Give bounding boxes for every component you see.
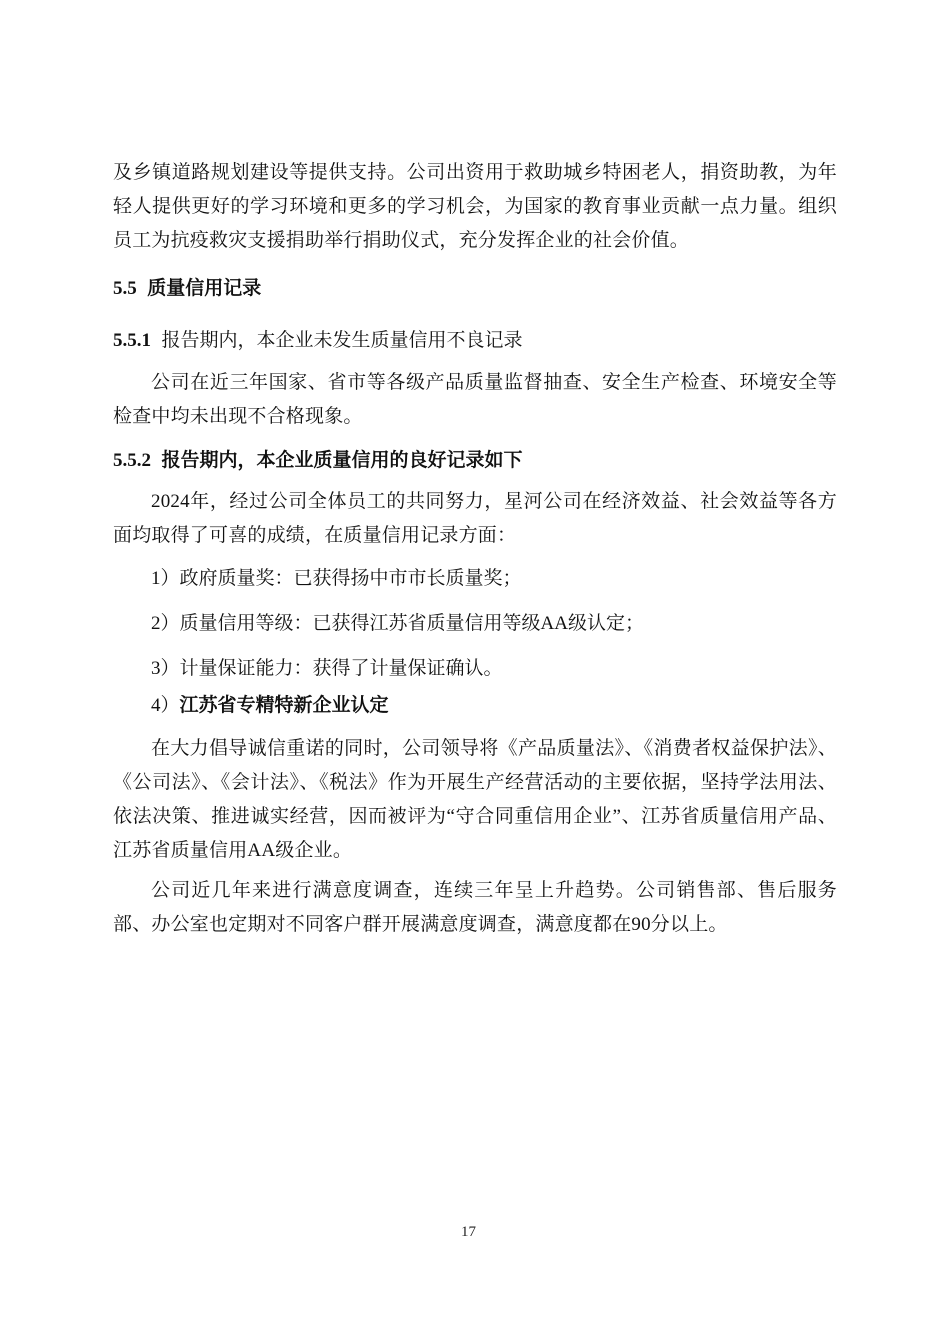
intro-paragraph: 及乡镇道路规划建设等提供支持。公司出资用于救助城乡特困老人，捐资助教，为年轻人提供更好的学习环境和更多的学习机会，为国家的教育事业贡献一点力量。组织员工为抗疫救灾支援捐助举行捐助仪式，充分发挥企业的社会价值。 (113, 162, 837, 251)
section-5-5-2-number: 5.5.2 (113, 450, 151, 471)
list-item-1-text: 政府质量奖：已获得扬中市市长质量奖； (179, 568, 522, 589)
list-item-4-label: 4） (151, 695, 180, 716)
document-body (113, 156, 837, 942)
page-number: 17 (461, 1224, 476, 1240)
list-item-government-award (113, 562, 837, 596)
list-item-3-text: 计量保证能力：获得了计量保证确认。 (179, 658, 503, 679)
page-footer (0, 1222, 937, 1242)
section-5-5-2-heading (113, 444, 837, 478)
integrity-paragraph: 在大力倡导诚信重诺的同时，公司领导将《产品质量法》、《消费者权益保护法》、《公司法》、《会计法》、《税法》作为开展生产经营活动的主要依据，坚持学法用法、依法决策、推进诚实经营，因而被评为“守合同重信用企业”、江苏省质量信用产品、江苏省质量信用AA级企业。 (113, 738, 837, 861)
list-item-metrology (113, 652, 837, 686)
section-5-5-1-heading (113, 324, 837, 358)
section-5-5-1-number: 5.5.1 (113, 330, 151, 351)
satisfaction-paragraph: 公司近几年来进行满意度调查，连续三年呈上升趋势。公司销售部、售后服务部、办公室也定期对不同客户群开展满意度调查，满意度都在90分以上。 (113, 880, 837, 935)
section-5-5-heading (113, 272, 837, 306)
section-5-5-title: 质量信用记录 (147, 278, 262, 299)
list-item-3-label: 3） (151, 658, 180, 679)
section-5-5-number: 5.5 (113, 278, 137, 299)
list-item-specialized-enterprise (113, 689, 837, 723)
section-5-5-2-paragraph: 2024年，经过公司全体员工的共同努力，星河公司在经济效益、社会效益等各方面均取得了可喜的成绩，在质量信用记录方面： (113, 491, 837, 546)
list-item-2-label: 2） (151, 613, 180, 634)
section-5-5-1-title: 报告期内，本企业未发生质量信用不良记录 (161, 330, 523, 351)
list-item-credit-grade (113, 607, 837, 641)
list-item-4-text: 江苏省专精特新企业认定 (179, 695, 389, 716)
section-5-5-2-title: 报告期内，本企业质量信用的良好记录如下 (161, 450, 523, 471)
section-5-5-1-paragraph: 公司在近三年国家、省市等各级产品质量监督抽查、安全生产检查、环境安全等检查中均未出现不合格现象。 (113, 372, 837, 427)
list-item-1-label: 1） (151, 568, 180, 589)
list-item-2-text: 质量信用等级：已获得江苏省质量信用等级AA级认定； (179, 613, 644, 634)
